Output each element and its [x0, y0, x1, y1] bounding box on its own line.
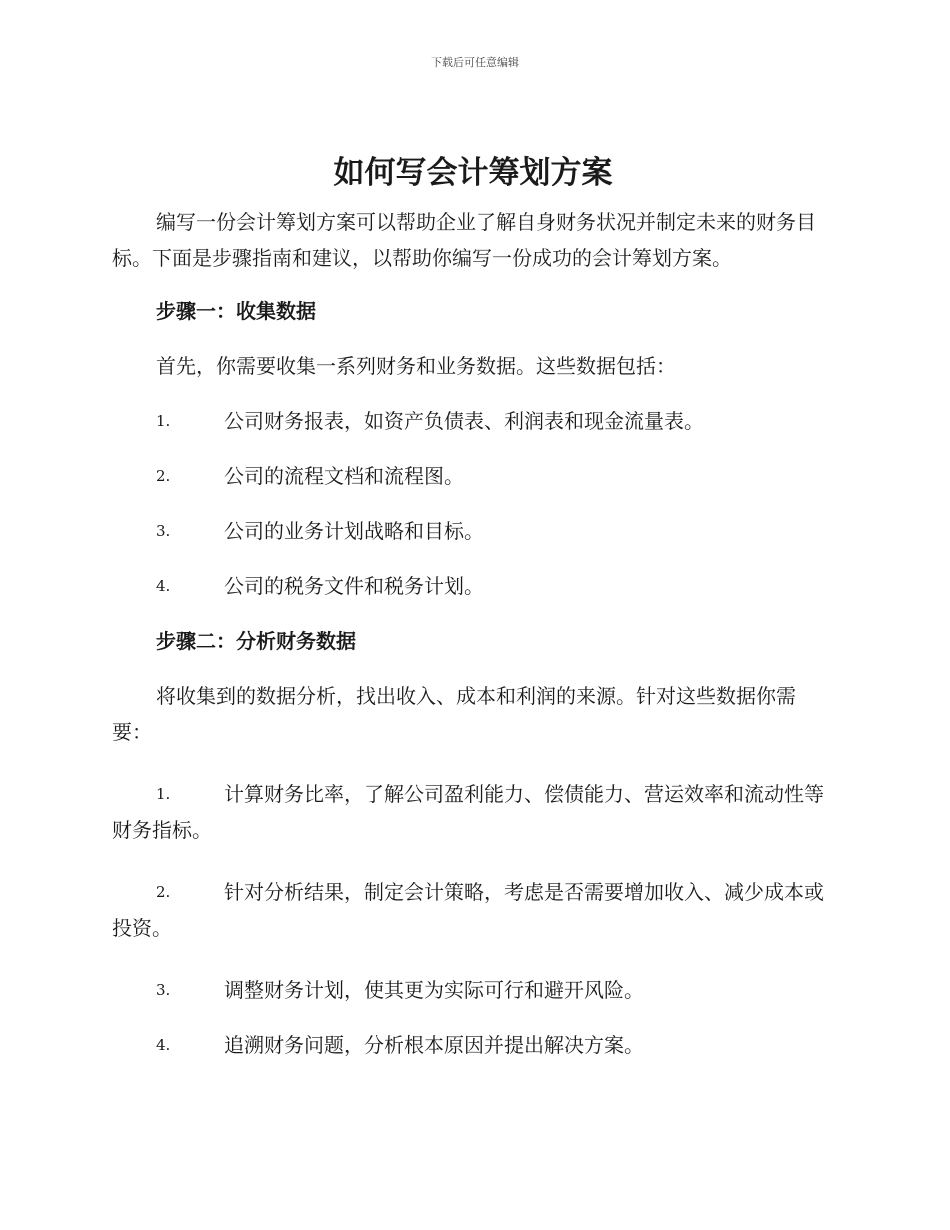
list-text: 追溯财务问题，分析根本原因并提出解决方案。 [224, 1033, 644, 1057]
step1-heading: 步骤一：收集数据 [156, 299, 316, 323]
list-number: 4. [156, 577, 171, 595]
document-body [112, 150, 834, 1063]
list-item [112, 568, 834, 604]
list-item [112, 874, 834, 946]
list-item [112, 1027, 834, 1063]
list-number: 3. [156, 981, 171, 999]
step2-lead: 将收集到的数据分析，找出收入、成本和利润的来源。针对这些数据你需要： [112, 684, 796, 744]
document-title: 如何写会计筹划方案 [333, 155, 613, 191]
list-item [112, 458, 834, 494]
list-item [112, 972, 834, 1008]
page-header: 下载后可任意编辑 [431, 56, 519, 69]
list-number: 3. [156, 522, 171, 540]
list-item [112, 513, 834, 549]
list-number: 1. [156, 785, 171, 803]
list-number: 1. [156, 412, 171, 430]
list-text: 公司的业务计划战略和目标。 [224, 519, 484, 543]
list-number: 4. [156, 1036, 171, 1054]
step1-lead: 首先，你需要收集一系列财务和业务数据。这些数据包括： [156, 354, 676, 378]
list-text: 计算财务比率，了解公司盈利能力、偿债能力、营运效率和流动性等财务指标。 [112, 782, 824, 842]
list-item [112, 403, 834, 439]
intro-paragraph: 编写一份会计筹划方案可以帮助企业了解自身财务状况并制定未来的财务目标。下面是步骤指南和建议，以帮助你编写一份成功的会计筹划方案。 [112, 210, 816, 270]
list-text: 公司的流程文档和流程图。 [224, 464, 464, 488]
list-number: 2. [156, 467, 171, 485]
list-text: 针对分析结果，制定会计策略，考虑是否需要增加收入、减少成本或投资。 [112, 880, 824, 940]
list-text: 调整财务计划，使其更为实际可行和避开风险。 [224, 978, 644, 1002]
list-number: 2. [156, 883, 171, 901]
list-text: 公司财务报表，如资产负债表、利润表和现金流量表。 [224, 409, 704, 433]
step2-heading: 步骤二：分析财务数据 [156, 629, 356, 653]
list-item [112, 776, 834, 848]
list-text: 公司的税务文件和税务计划。 [224, 574, 484, 598]
